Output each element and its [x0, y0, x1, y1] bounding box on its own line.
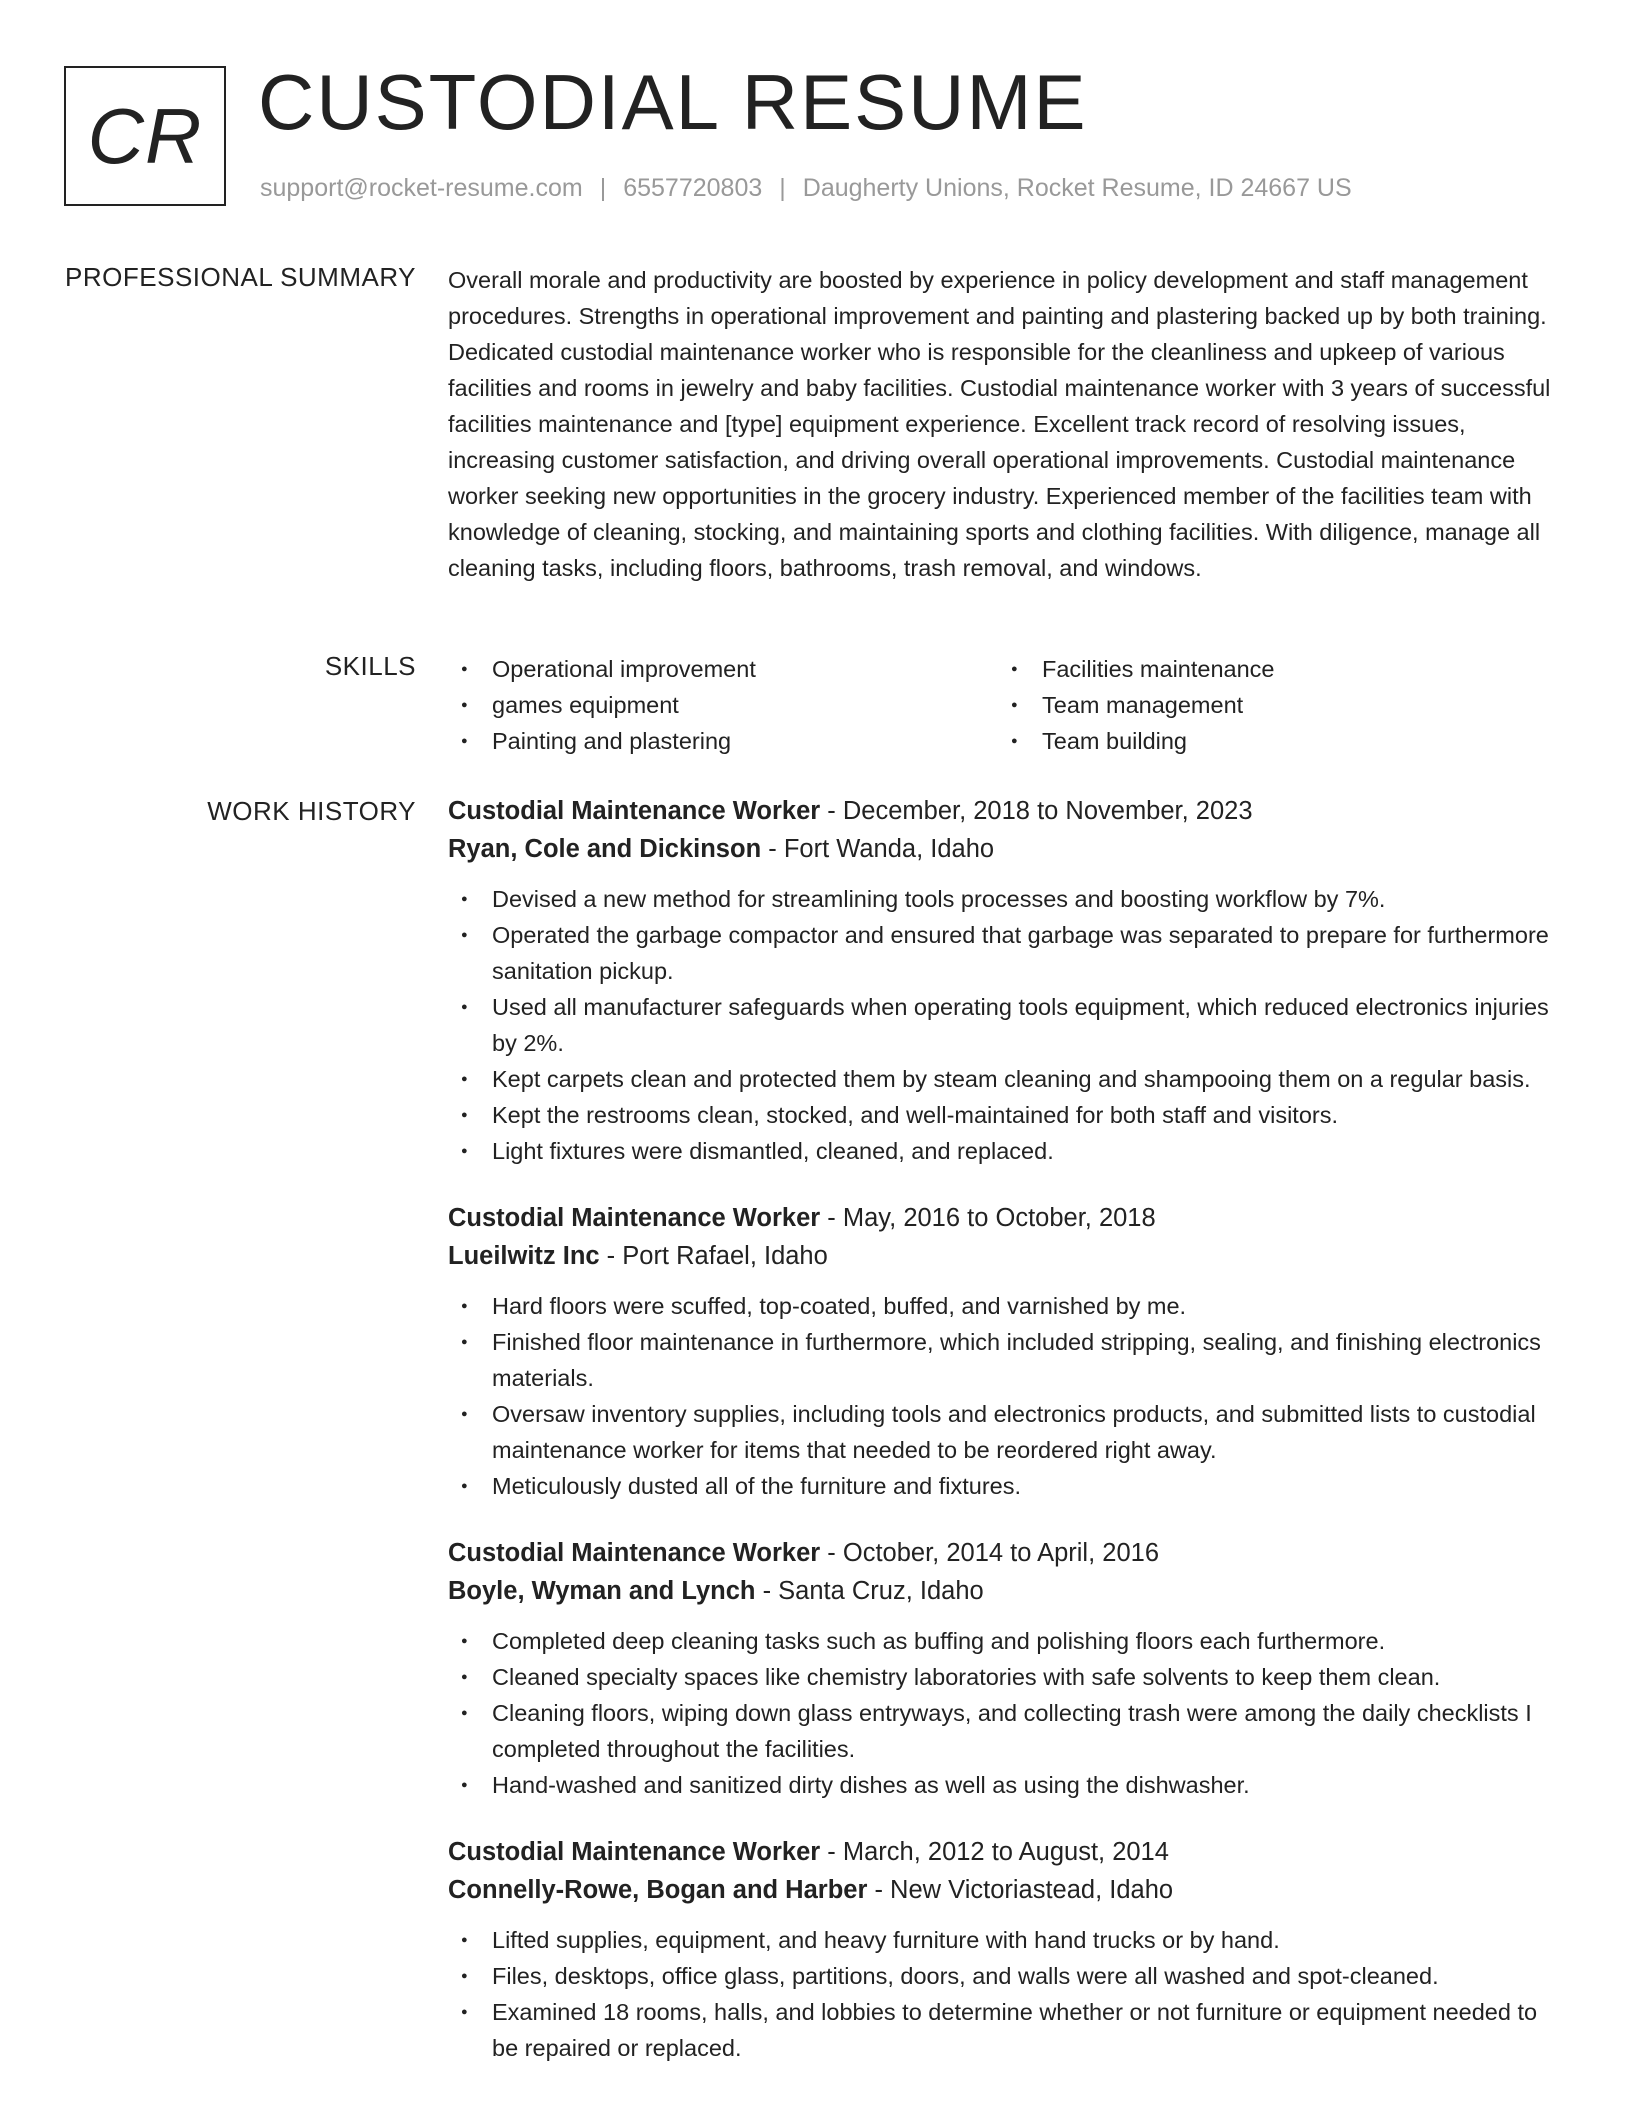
- job-entry: [448, 1833, 1568, 2066]
- job-bullet: ● Hard floors were scuffed, top-coated, buffed, and varnished by me.: [448, 1288, 1568, 1324]
- summary-text: Overall morale and productivity are boosted by experience in policy development and staff management procedures. Strengths in operational improvement and painting and plastering backed up by both training. Dedicated custodial maintenance worker who is responsible for the cleanliness and upkeep of various facilities and rooms in jewelry and baby facilities. Custodial maintenance worker with 3 years of successful facilities maintenance and [type] equipment experience. Excellent track record of resolving issues, increasing customer satisfaction, and driving overall operational improvements. Custodial maintenance worker seeking new opportunities in the grocery industry. Experienced member of the facilities team with knowledge of cleaning, stocking, and maintaining sports and clothing facilities. With diligence, manage all cleaning tasks, including floors, bathrooms, trash removal, and windows.: [448, 267, 1551, 581]
- job-bullet: ● Kept the restrooms clean, stocked, and well-maintained for both staff and visitors.: [448, 1097, 1568, 1133]
- skill-item: ● games equipment: [448, 687, 998, 723]
- job-location: - New Victoriastead, Idaho: [867, 1876, 1174, 1904]
- job-bullets: [448, 881, 1568, 1169]
- job-company: Lueilwitz Inc: [448, 1242, 600, 1270]
- job-title-line: [448, 792, 1568, 830]
- job-bullet: ● Light fixtures were dismantled, cleaned, and replaced.: [448, 1133, 1568, 1169]
- job-bullet: ● Used all manufacturer safeguards when operating tools equipment, which reduced electronics injuries by 2%.: [448, 989, 1568, 1061]
- job-company: Boyle, Wyman and Lynch: [448, 1577, 756, 1605]
- job-dates: - December, 2018 to November, 2023: [820, 797, 1253, 825]
- skills-heading: SKILLS: [324, 651, 416, 681]
- contact-address: Daugherty Unions, Rocket Resume, ID 24667 US: [802, 174, 1352, 202]
- job-bullet: ● Meticulously dusted all of the furniture and fixtures.: [448, 1468, 1568, 1504]
- skills-list: [448, 651, 1568, 759]
- job-entry: [448, 792, 1568, 1169]
- job-dates: - May, 2016 to October, 2018: [820, 1204, 1156, 1232]
- job-title: Custodial Maintenance Worker: [448, 1539, 821, 1567]
- contact-separator: |: [599, 174, 607, 202]
- job-bullet: ● Cleaning floors, wiping down glass entryways, and collecting trash were among the daily checklists I completed throughout the facilities.: [448, 1695, 1568, 1767]
- skill-item: ● Team building: [998, 723, 1548, 759]
- job-company: Connelly-Rowe, Bogan and Harber: [448, 1876, 868, 1904]
- job-entry: [448, 1199, 1568, 1504]
- job-bullet: ● Devised a new method for streamlining tools processes and boosting workflow by 7%.: [448, 881, 1568, 917]
- skill-item: ● Operational improvement: [448, 651, 998, 687]
- skill-item: ● Painting and plastering: [448, 723, 998, 759]
- job-title-line: [448, 1534, 1568, 1572]
- job-company: Ryan, Cole and Dickinson: [448, 835, 762, 863]
- job-title: Custodial Maintenance Worker: [448, 1204, 821, 1232]
- monogram-logo: CR: [64, 66, 226, 206]
- job-bullets: [448, 1288, 1568, 1504]
- job-bullet: ● Cleaned specialty spaces like chemistry laboratories with safe solvents to keep them clean.: [448, 1659, 1568, 1695]
- job-bullet: ● Examined 18 rooms, halls, and lobbies to determine whether or not furniture or equipment needed to be repaired or replaced.: [448, 1994, 1568, 2066]
- job-dates: - March, 2012 to August, 2014: [820, 1838, 1169, 1866]
- job-bullet: ● Kept carpets clean and protected them by steam cleaning and shampooing them on a regular basis.: [448, 1061, 1568, 1097]
- job-location: - Fort Wanda, Idaho: [761, 835, 995, 863]
- contact-separator: |: [779, 174, 786, 202]
- contact-line: [260, 174, 1352, 203]
- job-bullet: ● Completed deep cleaning tasks such as buffing and polishing floors each furthermore.: [448, 1623, 1568, 1659]
- jobs-container: [448, 792, 1568, 2096]
- skill-item: ● Team management: [998, 687, 1548, 723]
- job-title-line: [448, 1833, 1568, 1871]
- job-title: Custodial Maintenance Worker: [448, 797, 821, 825]
- work-history-heading: WORK HISTORY: [207, 796, 416, 826]
- job-entry: [448, 1534, 1568, 1803]
- job-bullet: ● Lifted supplies, equipment, and heavy furniture with hand trucks or by hand.: [448, 1922, 1568, 1958]
- job-title: Custodial Maintenance Worker: [448, 1838, 821, 1866]
- contact-email[interactable]: support@rocket-resume.com: [260, 174, 583, 202]
- job-bullets: [448, 1922, 1568, 2066]
- job-location: - Port Rafael, Idaho: [599, 1242, 828, 1270]
- job-company-line: [448, 830, 1568, 868]
- job-title-line: [448, 1199, 1568, 1237]
- job-company-line: [448, 1572, 1568, 1610]
- job-bullets: [448, 1623, 1568, 1803]
- job-location: - Santa Cruz, Idaho: [755, 1577, 984, 1605]
- skill-item: ● Facilities maintenance: [998, 651, 1548, 687]
- job-company-line: [448, 1237, 1568, 1275]
- job-dates: - October, 2014 to April, 2016: [820, 1539, 1159, 1567]
- job-bullet: ● Files, desktops, office glass, partitions, doors, and walls were all washed and spot-cleaned.: [448, 1958, 1568, 1994]
- job-bullet: ● Oversaw inventory supplies, including tools and electronics products, and submitted lists to custodial maintenance worker for items that needed to be reordered right away.: [448, 1396, 1568, 1468]
- job-bullet: ● Operated the garbage compactor and ensured that garbage was separated to prepare for furthermore sanitation pickup.: [448, 917, 1568, 989]
- job-bullet: ● Finished floor maintenance in furthermore, which included stripping, sealing, and finishing electronics materials.: [448, 1324, 1568, 1396]
- job-company-line: [448, 1871, 1568, 1909]
- contact-phone[interactable]: 6557720803: [623, 174, 763, 202]
- job-bullet: ● Hand-washed and sanitized dirty dishes as well as using the dishwasher.: [448, 1767, 1568, 1803]
- summary-heading: PROFESSIONAL SUMMARY: [65, 262, 416, 292]
- resume-title: CUSTODIAL RESUME: [258, 58, 1088, 146]
